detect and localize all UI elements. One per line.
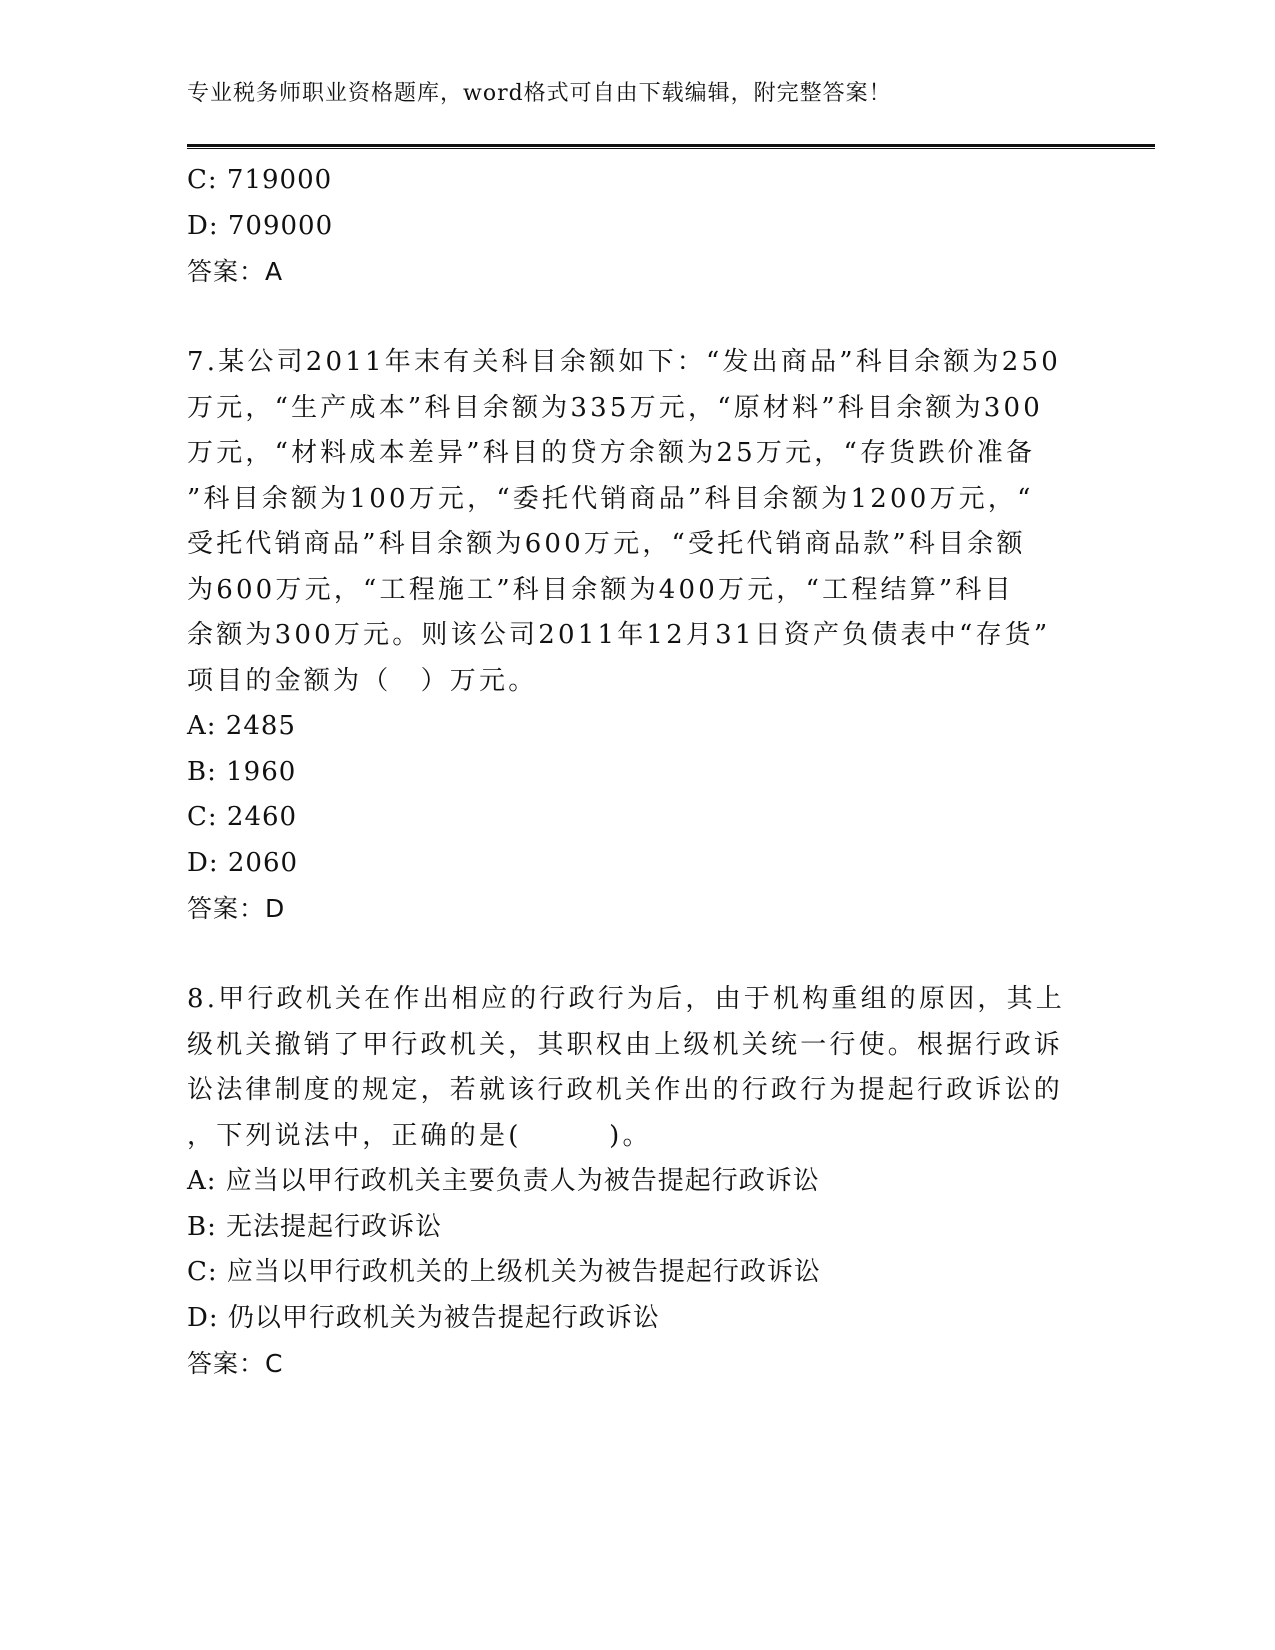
- page-header-text: 专业税务师职业资格题库，word格式可自由下载编辑，附完整答案！: [187, 81, 892, 106]
- question-stem-line: 受托代销商品”科目余额为600万元，“受托代销商品款”科目余额: [187, 529, 1026, 559]
- option-d: D: 709000: [187, 210, 334, 241]
- question-stem-line: 级机关撤销了甲行政机关，其职权由上级机关统一行使。根据行政诉: [187, 1029, 1064, 1060]
- option-b: B: 1960: [187, 756, 297, 787]
- question-stem-line: 讼法律制度的规定，若就该行政机关作出的行政行为提起行政诉讼的: [187, 1075, 1064, 1105]
- option-d: D: 2060: [187, 847, 299, 878]
- answer-line: 答案：C: [187, 1349, 284, 1378]
- previous-question-tail: [187, 158, 1087, 295]
- header-divider: [187, 144, 1155, 149]
- question-stem-line: 为600万元，“工程施工”科目余额为400万元，“工程结算”科目: [187, 574, 1014, 605]
- option-c: C: 应当以甲行政机关的上级机关为被告提起行政诉讼: [187, 1257, 821, 1287]
- question-stem-line: 项目的金额为（ ）万元。: [187, 665, 538, 696]
- option-d: D: 仍以甲行政机关为被告提起行政诉讼: [187, 1302, 660, 1333]
- question-8: [187, 977, 1087, 1387]
- option-a: A: 应当以甲行政机关主要负责人为被告提起行政诉讼: [187, 1166, 820, 1196]
- question-stem-line: 8.甲行政机关在作出相应的行政行为后，由于机构重组的原因，其上: [187, 984, 1066, 1014]
- question-stem-line: 余额为300万元。则该公司2011年12月31日资产负债表中“存货”: [187, 620, 1051, 650]
- option-a: A: 2485: [187, 711, 296, 741]
- question-stem-line: ”科目余额为100万元，“委托代销商品”科目余额为1200万元，“: [187, 483, 1034, 514]
- spacer: [187, 932, 1087, 978]
- option-c: C: 2460: [187, 802, 298, 832]
- question-stem-line: 万元，“生产成本”科目余额为335万元，“原材料”科目余额为300: [187, 392, 1044, 423]
- answer-line: 答案：A: [187, 257, 284, 286]
- question-stem-line: 7.某公司2011年末有关科目余额如下：“发出商品”科目余额为250: [187, 347, 1061, 377]
- spacer: [187, 295, 1087, 341]
- question-7: [187, 340, 1087, 932]
- option-c: C: 719000: [187, 165, 333, 195]
- document-body: [187, 158, 1087, 1387]
- question-stem-line: ，下列说法中，正确的是( )。: [187, 1120, 652, 1151]
- question-stem-line: 万元，“材料成本差异”科目的贷方余额为25万元，“存货跌价准备: [187, 438, 1036, 468]
- answer-line: 答案：D: [187, 894, 286, 923]
- option-b: B: 无法提起行政诉讼: [187, 1211, 443, 1242]
